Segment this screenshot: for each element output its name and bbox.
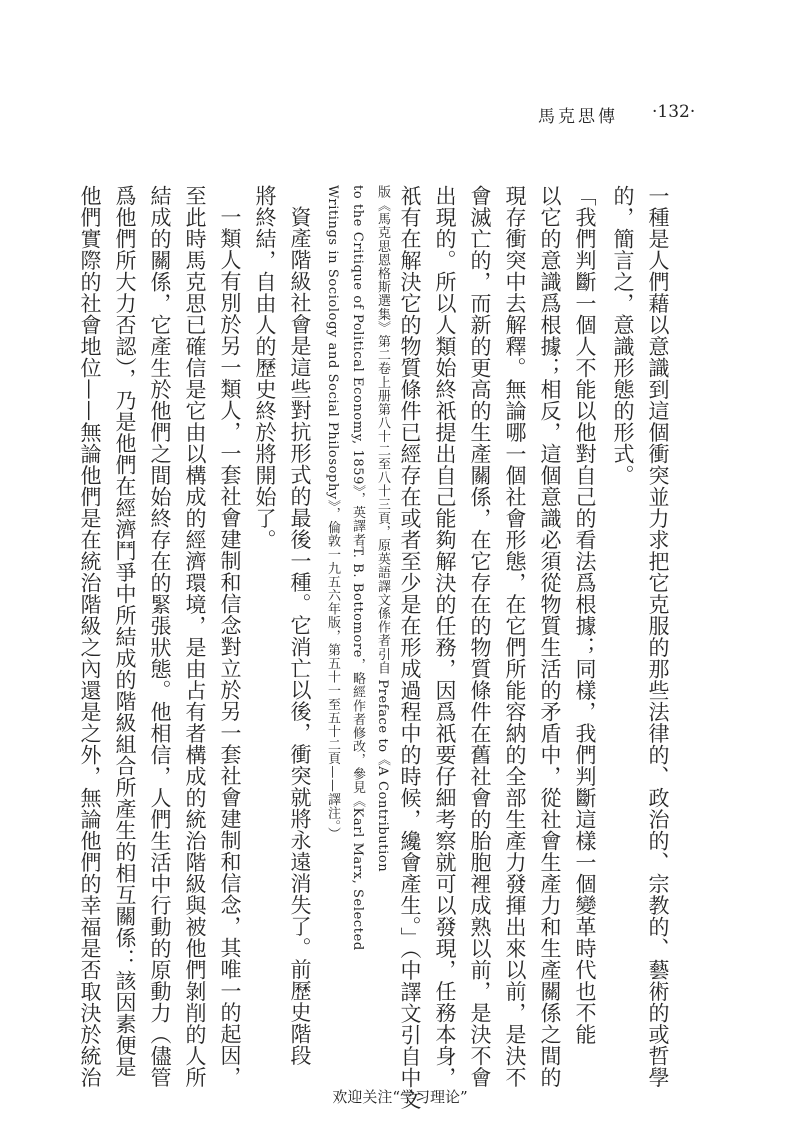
running-title: 馬克思傳 [538, 107, 618, 127]
text-column: 將終結，自由人的歷史終於將開始了。 [253, 185, 277, 551]
text-column: 一種是人們藉以意識到這個衝突並力求把它克服的那些法律的、政治的、宗教的、藝術的或哲學 [646, 185, 670, 1088]
quotation-column: 祇有在解決它的物質條件已經存在或者至少是在形成過程中的時候，纔會產生。」（中譯文引自中文 [398, 185, 422, 1110]
text-column: 他們實際的社會地位——無論他們是在統治階級之內還是之外，無論他們的幸福是否取決於統治 [78, 185, 102, 1088]
page-number: ·132· [652, 102, 696, 122]
translator-note-column: Writings in Sociology and Social Philosophy》，倫敦一九五六年版，第五十一至五十二頁——譯注。） [325, 185, 340, 841]
page-header [0, 98, 800, 138]
translator-note-column: 版《馬克思恩格斯選集》第二卷上册第八十二至八十三頁，原英語譯文係作者引自 Preface to《A Contribution [375, 185, 390, 873]
text-column: 資產階級社會是這些對抗形式的最後一種。它消亡以後，衝突就將永遠消失了。前歷史階段 [288, 206, 312, 1066]
translator-note-column: to the Critique of Political Economy, 1859》，英譯者T. B. Bottomore，略經作者修改，參見《Karl Marx, Selected [350, 185, 365, 951]
text-column: 至此時馬克思已確信是它由以構成的經濟環境，是由占有者構成的統治階級與被他們剝削的人所 [183, 185, 207, 1088]
text-column: 結成的關係，它產生於他們之間始終存在的緊張狀態。他相信，人們生活中行動的原動力（儘管 [148, 185, 172, 1088]
footer-text: 欢迎关注“学习理论” [332, 1088, 468, 1106]
quotation-column: 「我們判斷一個人不能以他對自己的看法爲根據；同樣，我們判斷這樣一個變革時代也不能 [573, 185, 597, 1045]
text-column: 一類人有別於另一類人，一套社會建制和信念對立於另一套社會建制和信念，其唯一的起因， [218, 206, 242, 1088]
quotation-column: 現存衝突中去解釋。無論哪一個社會形態，在它們所能容納的全部生產力發揮出來以前，是決不 [503, 185, 527, 1088]
quotation-column: 出現的。所以人類始終祇提出自己能夠解決的任務，因爲祇要仔細考察就可以發現，任務本身， [433, 185, 457, 1088]
text-column: 的，簡言之，意識形態的形式。 [611, 185, 635, 486]
quotation-column: 以它的意識爲根據；相反，這個意識必須從物質生活的矛盾中，從社會生產力和生產關係之間的 [538, 185, 562, 1088]
text-column: 爲他們所大力否認），乃是他們在經濟鬥爭中所結成的階級組合所產生的相互關係：該因素便是 [113, 185, 137, 1078]
quotation-column: 會滅亡的，而新的更高的生產關係，在它存在的物質條件在舊社會的胎胞裡成熟以前，是決不會 [468, 185, 492, 1088]
